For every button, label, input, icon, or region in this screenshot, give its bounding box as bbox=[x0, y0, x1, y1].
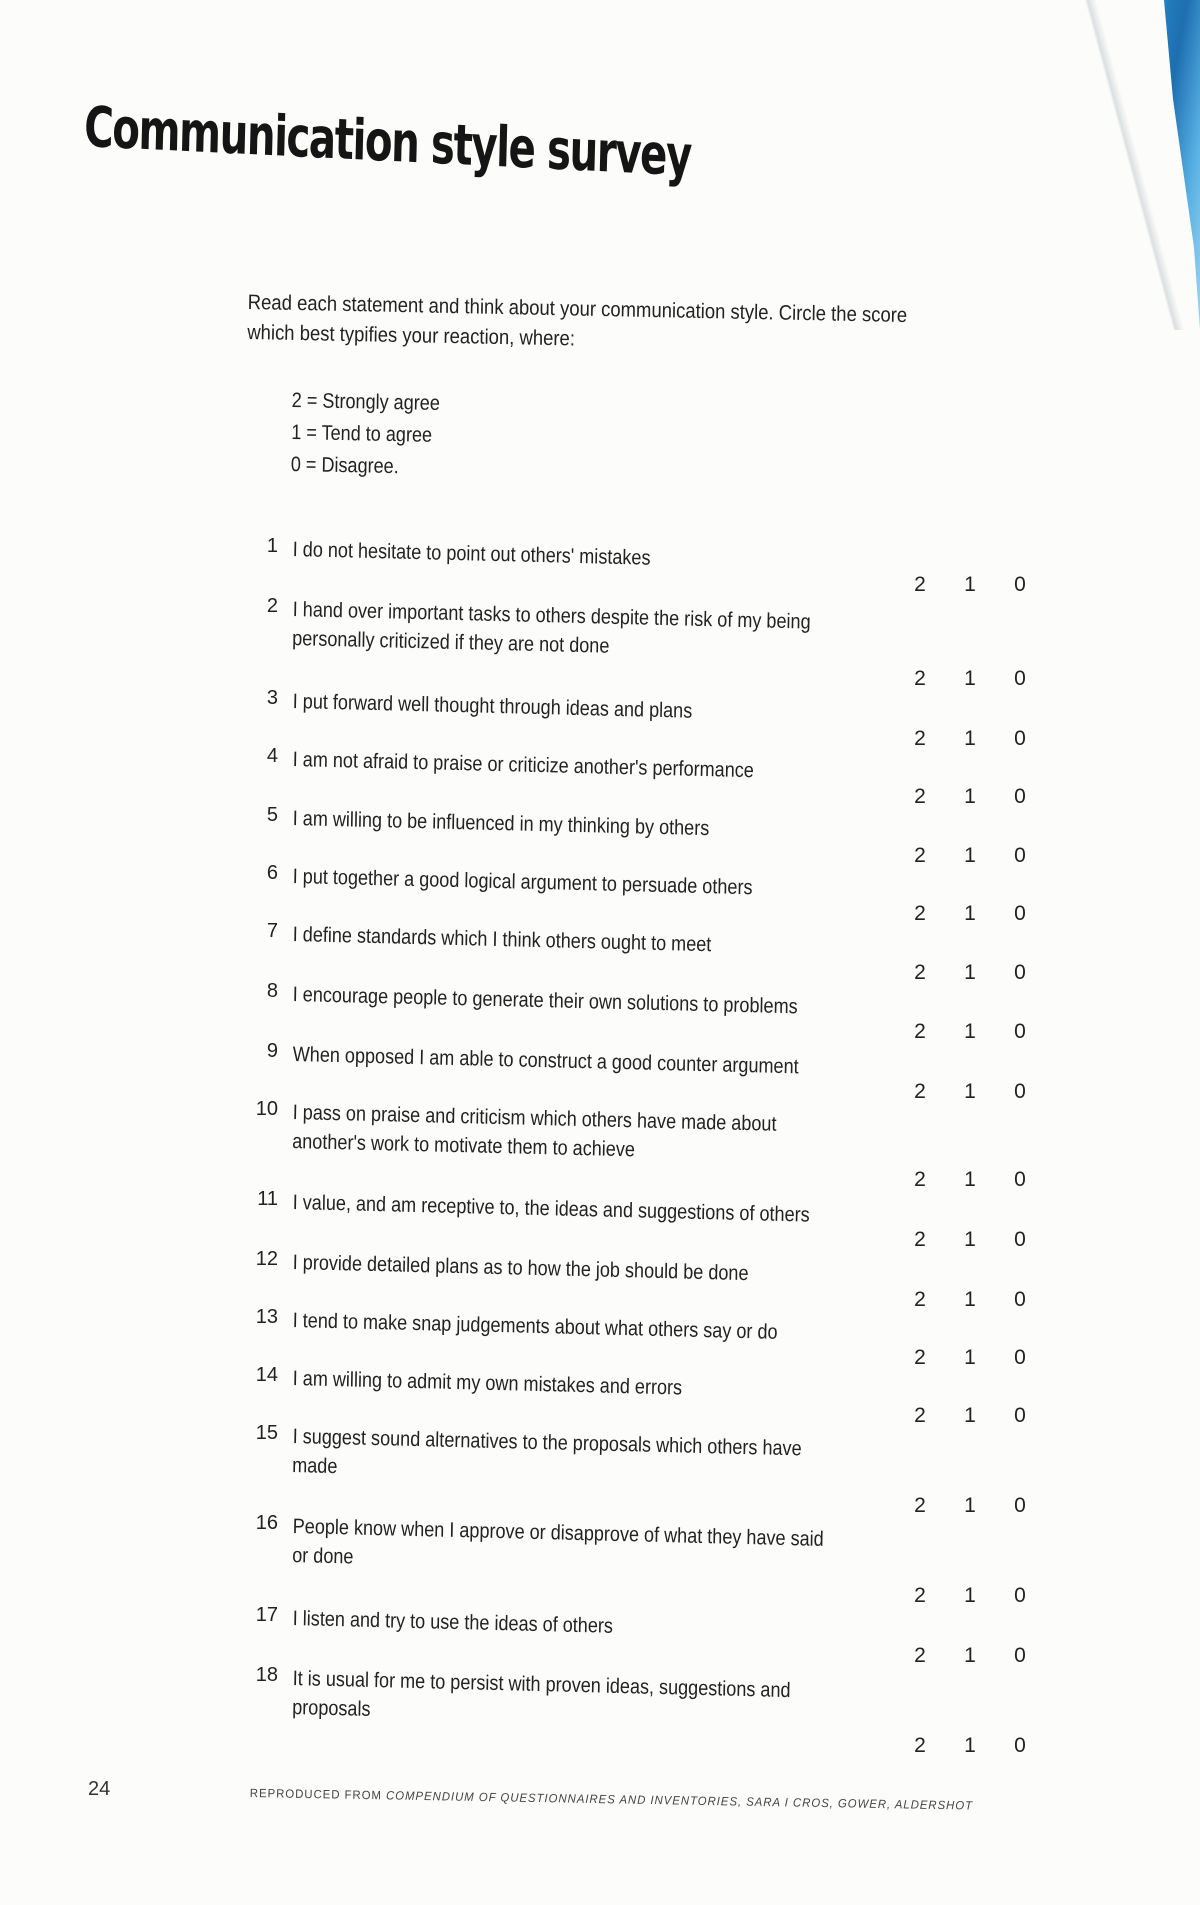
score-2[interactable]: 2 bbox=[914, 1020, 926, 1043]
score-0[interactable]: 0 bbox=[1014, 1404, 1026, 1427]
score-2[interactable]: 2 bbox=[914, 727, 926, 750]
score-0[interactable]: 0 bbox=[1014, 1288, 1026, 1311]
score-2[interactable]: 2 bbox=[914, 1168, 926, 1191]
item-statement: I define standards which I think others ought to meet bbox=[292, 922, 712, 957]
score-0[interactable]: 0 bbox=[1014, 1644, 1026, 1667]
score-0[interactable]: 0 bbox=[1014, 573, 1026, 596]
score-2[interactable]: 2 bbox=[914, 667, 926, 690]
item-number: 2 bbox=[266, 595, 278, 617]
item-number: 17 bbox=[255, 1604, 278, 1626]
score-2[interactable]: 2 bbox=[914, 1404, 926, 1427]
item-statement: It is usual for me to persist with proven ideas, suggestions and proposals bbox=[292, 1666, 791, 1721]
score-0[interactable]: 0 bbox=[1014, 1734, 1026, 1757]
item-number: 13 bbox=[255, 1306, 278, 1328]
item-number: 6 bbox=[266, 862, 278, 884]
item-number: 5 bbox=[266, 804, 278, 826]
score-0[interactable]: 0 bbox=[1014, 844, 1026, 867]
item-statement: I put together a good logical argument to persuade others bbox=[292, 864, 753, 900]
instructions-text: Read each statement and think about your communication style. Circle the score which best typifies your reaction, where: bbox=[247, 290, 908, 351]
score-legend-item: 0 = Disagree. bbox=[290, 452, 399, 479]
score-2[interactable]: 2 bbox=[914, 1228, 926, 1251]
item-number: 18 bbox=[255, 1664, 278, 1686]
source-credit-title: COMPENDIUM OF QUESTIONNAIRES AND INVENTORIES, SARA I CROS, GOWER, ALDERSHOT bbox=[385, 1788, 974, 1813]
score-0[interactable]: 0 bbox=[1014, 1228, 1026, 1251]
score-0[interactable]: 0 bbox=[1014, 1020, 1026, 1043]
score-2[interactable]: 2 bbox=[914, 1494, 926, 1517]
page-number: 24 bbox=[88, 1778, 111, 1800]
score-0[interactable]: 0 bbox=[1014, 902, 1026, 925]
score-legend-item: 2 = Strongly agree bbox=[291, 388, 441, 416]
score-1[interactable]: 1 bbox=[964, 727, 976, 750]
source-credit-prefix: REPRODUCED FROM bbox=[249, 1786, 383, 1803]
source-credit bbox=[250, 1786, 973, 1813]
score-0[interactable]: 0 bbox=[1014, 961, 1026, 984]
item-statement: I put forward well thought through ideas and plans bbox=[292, 689, 693, 723]
item-number: 14 bbox=[255, 1364, 278, 1386]
score-2[interactable]: 2 bbox=[914, 1734, 926, 1757]
score-1[interactable]: 1 bbox=[964, 1080, 976, 1103]
item-statement: I listen and try to use the ideas of others bbox=[292, 1606, 614, 1638]
item-number: 10 bbox=[255, 1098, 278, 1120]
item-statement: I am not afraid to praise or criticize another's performance bbox=[292, 747, 755, 783]
score-0[interactable]: 0 bbox=[1014, 727, 1026, 750]
score-0[interactable]: 0 bbox=[1014, 1080, 1026, 1103]
item-statement: People know when I approve or disapprove of what they have said or done bbox=[292, 1514, 824, 1569]
item-statement: I provide detailed plans as to how the job should be done bbox=[292, 1250, 749, 1286]
item-number: 8 bbox=[266, 980, 278, 1002]
score-1[interactable]: 1 bbox=[964, 1288, 976, 1311]
item-statement: I do not hesitate to point out others' mistakes bbox=[292, 537, 651, 570]
score-legend-item: 1 = Tend to agree bbox=[291, 420, 433, 447]
score-0[interactable]: 0 bbox=[1014, 1494, 1026, 1517]
item-number: 11 bbox=[257, 1188, 278, 1210]
score-0[interactable]: 0 bbox=[1014, 1584, 1026, 1607]
score-0[interactable]: 0 bbox=[1014, 667, 1026, 690]
score-2[interactable]: 2 bbox=[914, 785, 926, 808]
item-number: 16 bbox=[255, 1512, 278, 1534]
score-1[interactable]: 1 bbox=[964, 1020, 976, 1043]
item-number: 3 bbox=[266, 687, 278, 709]
item-statement: I am willing to admit my own mistakes and errors bbox=[292, 1366, 683, 1400]
item-statement: I tend to make snap judgements about what others say or do bbox=[292, 1308, 778, 1344]
item-number: 4 bbox=[266, 745, 278, 767]
score-1[interactable]: 1 bbox=[964, 1734, 976, 1757]
score-1[interactable]: 1 bbox=[964, 1168, 976, 1191]
score-1[interactable]: 1 bbox=[964, 1494, 976, 1517]
score-2[interactable]: 2 bbox=[914, 902, 926, 925]
score-0[interactable]: 0 bbox=[1014, 1346, 1026, 1369]
score-1[interactable]: 1 bbox=[964, 1228, 976, 1251]
score-2[interactable]: 2 bbox=[914, 1584, 926, 1607]
score-1[interactable]: 1 bbox=[964, 667, 976, 690]
score-1[interactable]: 1 bbox=[964, 785, 976, 808]
score-2[interactable]: 2 bbox=[914, 1346, 926, 1369]
score-2[interactable]: 2 bbox=[914, 1080, 926, 1103]
score-1[interactable]: 1 bbox=[964, 1346, 976, 1369]
score-2[interactable]: 2 bbox=[914, 1288, 926, 1311]
score-0[interactable]: 0 bbox=[1014, 1168, 1026, 1191]
score-1[interactable]: 1 bbox=[964, 844, 976, 867]
score-1[interactable]: 1 bbox=[964, 1584, 976, 1607]
item-statement: I am willing to be influenced in my thinking by others bbox=[292, 806, 710, 841]
item-statement: I hand over important tasks to others despite the risk of my being personally criticized if they are not done bbox=[292, 597, 811, 658]
score-1[interactable]: 1 bbox=[964, 573, 976, 596]
score-1[interactable]: 1 bbox=[964, 902, 976, 925]
item-statement: I suggest sound alternatives to the proposals which others have made bbox=[292, 1424, 802, 1479]
page-title: Communication style survey bbox=[83, 95, 692, 190]
score-legend bbox=[291, 385, 441, 484]
score-2[interactable]: 2 bbox=[914, 573, 926, 596]
item-number: 12 bbox=[255, 1248, 278, 1270]
item-number: 7 bbox=[266, 920, 278, 942]
item-statement: I value, and am receptive to, the ideas and suggestions of others bbox=[292, 1190, 810, 1227]
item-statement: I encourage people to generate their own solutions to problems bbox=[292, 982, 798, 1019]
score-1[interactable]: 1 bbox=[964, 1404, 976, 1427]
score-2[interactable]: 2 bbox=[914, 844, 926, 867]
score-2[interactable]: 2 bbox=[914, 961, 926, 984]
item-statement: When opposed I am able to construct a good counter argument bbox=[292, 1042, 799, 1079]
score-2[interactable]: 2 bbox=[914, 1644, 926, 1667]
item-number: 9 bbox=[266, 1040, 278, 1062]
item-number: 1 bbox=[266, 535, 278, 557]
item-statement: I pass on praise and criticism which others have made about another's work to motivate them to achieve bbox=[292, 1100, 777, 1162]
score-1[interactable]: 1 bbox=[964, 1644, 976, 1667]
item-number: 15 bbox=[255, 1422, 278, 1444]
score-1[interactable]: 1 bbox=[964, 961, 976, 984]
score-0[interactable]: 0 bbox=[1014, 785, 1026, 808]
